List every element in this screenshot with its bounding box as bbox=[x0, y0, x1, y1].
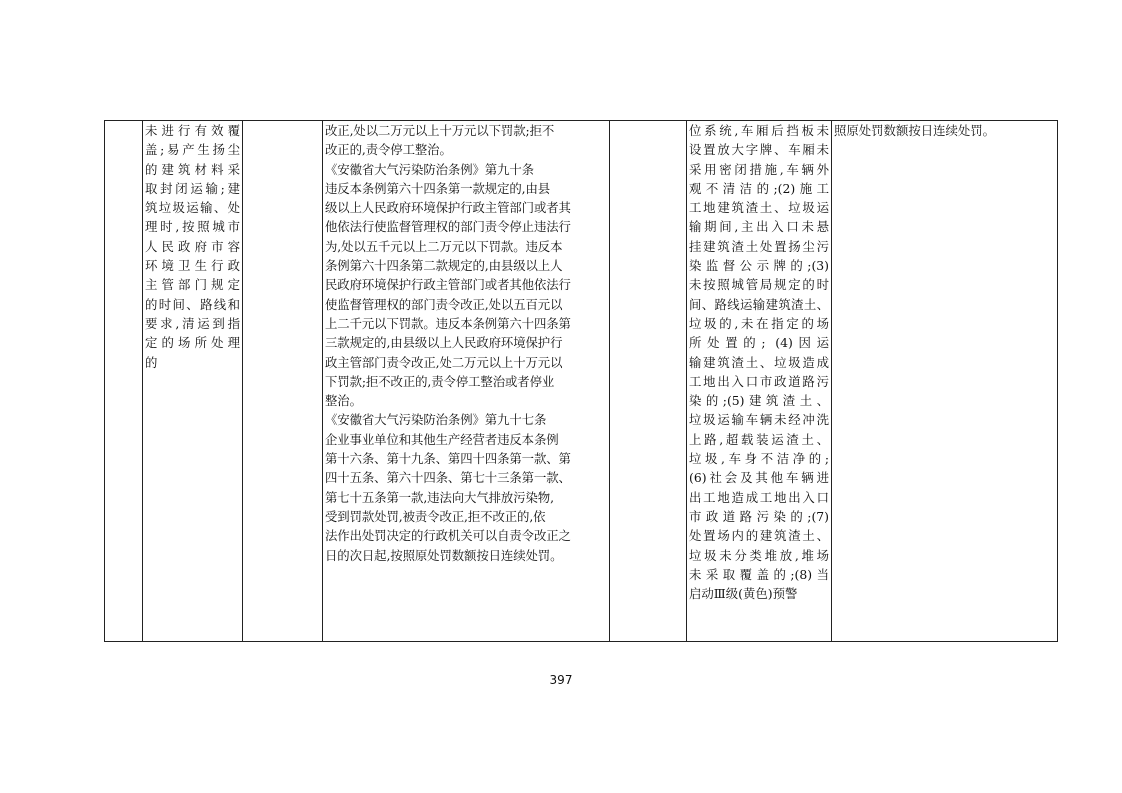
cell-empty-1 bbox=[243, 121, 323, 642]
text-line: 下罚款;拒不改正的,责令停工整治或者停业 bbox=[325, 373, 555, 389]
text-line: 位系统,车厢后挡板未 bbox=[689, 123, 829, 138]
cell-index bbox=[105, 121, 143, 642]
text-line: 《安徽省大气污染防治条例》第九十七条 bbox=[325, 412, 547, 428]
page-number: 397 bbox=[549, 673, 573, 687]
text-line: 理时,按照城市 bbox=[145, 219, 240, 235]
text-line: 垃圾,车身不洁净的; bbox=[689, 451, 829, 467]
text-line: 处置场内的建筑渣土、 bbox=[689, 528, 829, 544]
text-line: 为,处以五千元以上二万元以下罚款。违反本 bbox=[325, 238, 563, 254]
text-line: 法作出处罚决定的行政机关可以自责令改正之 bbox=[325, 528, 571, 544]
text-line: 染监督公示牌的;(3) bbox=[689, 258, 829, 274]
cell-standard bbox=[832, 121, 1058, 642]
text-line: 筑垃圾运输、处 bbox=[145, 200, 240, 216]
text-line: 的时间、路线和 bbox=[145, 296, 240, 312]
text-line: 三款规定的,由县级以上人民政府环境保护行 bbox=[325, 335, 563, 351]
cell-situation bbox=[687, 121, 832, 642]
regulation-table bbox=[104, 120, 1058, 642]
text-line: 工地出入口市政道路污 bbox=[689, 373, 829, 389]
text-line: 未采取覆盖的;(8)当 bbox=[689, 566, 829, 582]
text-line: 级以上人民政府环境保护行政主管部门或者其 bbox=[325, 200, 571, 216]
table-row bbox=[105, 121, 1058, 642]
text-line: 垃圾未分类堆放,堆场 bbox=[689, 547, 829, 563]
text-line: 第七十五条第一款,违法向大气排放污染物, bbox=[325, 489, 554, 505]
text-line: 未进行有效覆 bbox=[145, 123, 240, 138]
text-line: 四十五条、第六十四条、第七十三条第一款、 bbox=[325, 470, 571, 486]
text-line: 日的次日起,按照原处罚数额按日连续处罚。 bbox=[325, 547, 563, 563]
text-line: 垃圾运输车辆未经冲洗 bbox=[689, 412, 829, 428]
text-line: 出工地造成工地出入口 bbox=[689, 489, 829, 505]
text-line: 观不清洁的;(2)施工 bbox=[689, 180, 829, 196]
text-line: 违反本条例第六十四条第一款规定的,由县 bbox=[325, 180, 551, 196]
text-line: 使监督管理权的部门责令改正,处以五百元以 bbox=[325, 296, 563, 312]
text-line: 要求,清运到指 bbox=[145, 315, 240, 331]
text-line: 输期间,主出入口未悬 bbox=[689, 219, 829, 235]
text-line: 条例第六十四条第二款规定的,由县级以上人 bbox=[325, 258, 563, 274]
text-line: 《安徽省大气污染防治条例》第九十条 bbox=[325, 161, 534, 177]
text-line: 环境卫生行政 bbox=[145, 258, 240, 274]
text-line: 改正的,责令停工整治。 bbox=[325, 142, 452, 158]
text-line: 市政道路污染的;(7) bbox=[689, 508, 829, 524]
text-line: 照原处罚数额按日连续处罚。 bbox=[834, 123, 996, 138]
text-line: 上路,超载装运渣土、 bbox=[689, 431, 829, 447]
text-line: 整治。 bbox=[325, 393, 362, 409]
text-line: 垃圾的,未在指定的场 bbox=[689, 315, 829, 331]
text-line: 第十六条、第十九条、第四十四条第一款、第 bbox=[325, 451, 571, 467]
text-line: (6)社会及其他车辆进 bbox=[689, 470, 829, 486]
text-line: 工地建筑渣土、垃圾运 bbox=[689, 200, 829, 216]
text-line: 设置放大字牌、车厢未 bbox=[689, 142, 829, 158]
text-line: 主管部门规定 bbox=[145, 277, 240, 293]
text-line: 挂建筑渣土处置扬尘污 bbox=[689, 238, 829, 254]
text-line: 染的;(5)建筑渣土、 bbox=[689, 393, 829, 409]
text-line: 输建筑渣土、垃圾造成 bbox=[689, 354, 829, 370]
text-line: 盖;易产生扬尘 bbox=[145, 142, 240, 158]
text-line: 民政府环境保护行政主管部门或者其他依法行 bbox=[325, 277, 571, 293]
text-line: 所处置的; (4)因运 bbox=[689, 335, 829, 351]
text-line: 人民政府市容 bbox=[145, 238, 240, 254]
text-line: 取封闭运输;建 bbox=[145, 180, 240, 196]
text-line: 未按照城管局规定的时 bbox=[689, 277, 829, 293]
cell-empty-2 bbox=[610, 121, 687, 642]
text-line: 启动Ⅲ级(黄色)预警 bbox=[689, 586, 798, 602]
text-line: 的建筑材料采 bbox=[145, 161, 240, 177]
text-line: 定的场所处理 bbox=[145, 335, 240, 351]
text-line: 间、路线运输建筑渣土、 bbox=[689, 296, 829, 312]
text-line: 上二千元以下罚款。违反本条例第六十四条第 bbox=[325, 315, 571, 331]
text-line: 改正,处以二万元以上十万元以下罚款;拒不 bbox=[325, 123, 555, 138]
text-line: 他依法行使监督管理权的部门责令停止违法行 bbox=[325, 219, 571, 235]
text-line: 企业事业单位和其他生产经营者违反本条例 bbox=[325, 431, 559, 447]
text-line: 受到罚款处罚,被责令改正,拒不改正的,依 bbox=[325, 508, 546, 524]
cell-condition bbox=[143, 121, 243, 642]
cell-penalty-basis bbox=[323, 121, 610, 642]
text-line: 政主管部门责令改正,处二万元以上十万元以 bbox=[325, 354, 563, 370]
text-line: 的 bbox=[145, 354, 158, 370]
text-line: 采用密闭措施,车辆外 bbox=[689, 161, 829, 177]
